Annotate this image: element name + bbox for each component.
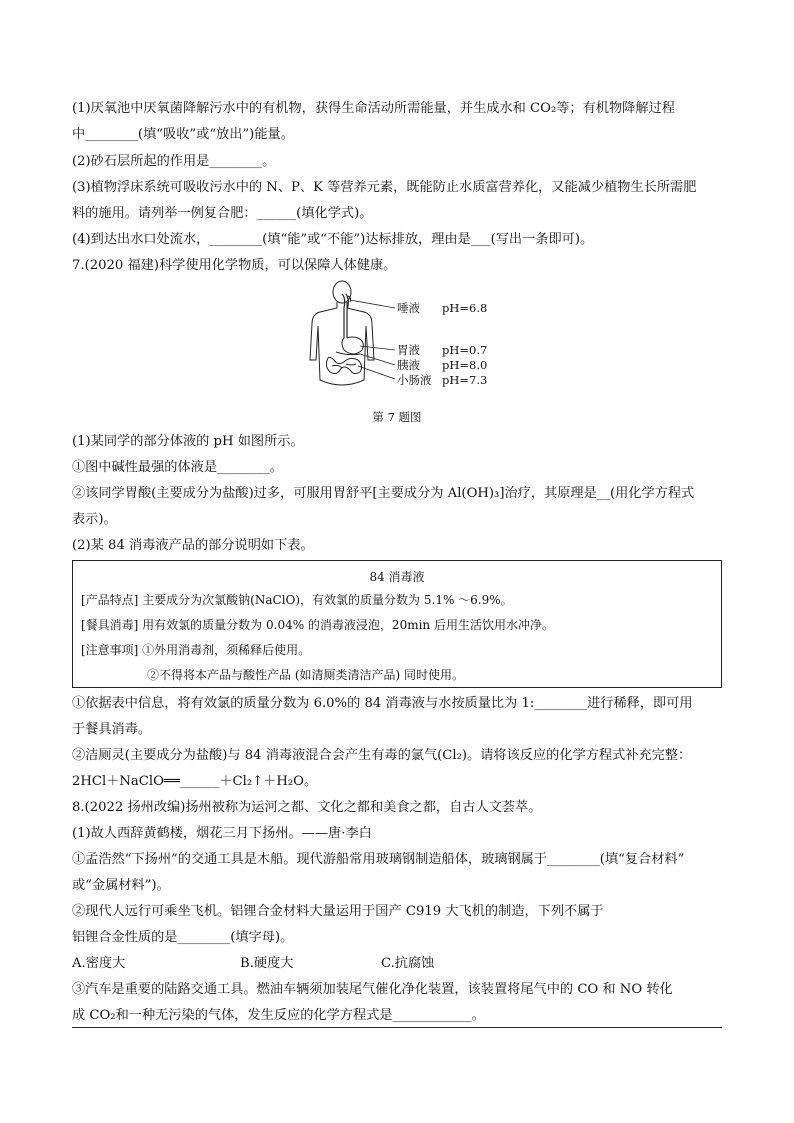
q6-part3-line1: (3)植物浮床系统可吸收污水中的 N、P、K 等营养元素，既能防止水质富营养化，又能减少植物生长所需肥 bbox=[72, 180, 697, 195]
label-intestinal-juice: 小肠液 bbox=[397, 373, 432, 387]
label-pancreatic-juice: 胰液 bbox=[397, 358, 420, 372]
q7-part2-equation: 2HCl＋NaClO══______＋Cl₂↑＋H₂O。 bbox=[72, 774, 318, 789]
human-body-outline-icon bbox=[310, 281, 374, 385]
disinfectant-info-table bbox=[72, 560, 722, 688]
q6-part4: (4)到达出水口处流水，________(填“能”或“不能”)达标排放，理由是___(写出一条即可)。 bbox=[72, 232, 594, 247]
q8-part1-sub2-line1: ②现代人远行可乘坐飞机。铝锂合金材料大量运用于国产 C919 大飞机的制造，下列不属于 bbox=[72, 904, 604, 919]
q8-part1-sub1-line1: ①孟浩然“下扬州”的交通工具是木船。现代游船常用玻璃钢制造船体，玻璃钢属于________(填“复合材料” bbox=[72, 852, 685, 867]
option-b: B.硬度大 bbox=[240, 956, 294, 971]
bottom-rule bbox=[72, 1027, 722, 1028]
q6-part1-line1: (1)厌氧池中厌氧菌降解污水中的有机物，获得生命活动所需能量，并生成水和 CO₂等；有机物降解过程 bbox=[72, 101, 675, 116]
body-ph-figure bbox=[300, 280, 510, 395]
q7-part1-sub2-line2: 表示)。 bbox=[72, 512, 117, 527]
q7-part2-sub1-line1: ①依据表中信息，将有效氯的质量分数为 6.0%的 84 消毒液与水按质量比为 1:________进行稀释，即可用 bbox=[72, 696, 693, 711]
q8-part1-sub1-line2: 或“金属材料”)。 bbox=[72, 878, 170, 893]
q7-part1: (1)某同学的部分体液的 pH 如图所示。 bbox=[72, 434, 304, 449]
q8-stem: 8.(2022 扬州改编)扬州被称为运河之都、文化之都和美食之都，自古人文荟萃。 bbox=[72, 800, 542, 815]
q7-part1-sub2-line1: ②该同学胃酸(主要成分为盐酸)过多，可服用胃舒平[主要成分为 Al(OH)₃]治疗，其原理是__(用化学方程式 bbox=[72, 486, 695, 501]
figure-caption: 第 7 题图 bbox=[372, 410, 422, 424]
ph-saliva: pH=6.8 bbox=[442, 301, 488, 315]
q6-part1-line2: 中________(填“吸收”或“放出”)能量。 bbox=[72, 127, 294, 142]
option-c: C.抗腐蚀 bbox=[381, 956, 435, 971]
q7-part2-sub1-line2: 于餐具消毒。 bbox=[72, 722, 152, 737]
table-row-tableware: [餐具消毒] 用有效氯的质量分数为 0.04% 的消毒液浸泡，20min 后用生活饮用水冲净。 bbox=[81, 618, 554, 632]
table-title: 84 消毒液 bbox=[369, 570, 425, 584]
q8-part1-sub3-line2: 成 CO₂和一种无污染的气体，发生反应的化学方程式是____________。 bbox=[72, 1008, 485, 1023]
ph-gastric-juice: pH=0.7 bbox=[442, 343, 488, 357]
label-gastric-juice: 胃液 bbox=[397, 343, 420, 357]
ph-pancreatic-juice: pH=8.0 bbox=[442, 358, 488, 372]
q8-part1: (1)故人西辞黄鹤楼，烟花三月下扬州。——唐·李白 bbox=[72, 826, 372, 841]
label-saliva: 唾液 bbox=[397, 301, 420, 315]
q7-part1-sub1: ①图中碱性最强的体液是________。 bbox=[72, 460, 283, 475]
table-row-notes: [注意事项] ①外用消毒剂，须稀释后使用。 bbox=[81, 643, 311, 657]
option-a: A.密度大 bbox=[72, 956, 126, 971]
q6-part2: (2)砂石层所起的作用是________。 bbox=[72, 154, 276, 169]
table-row-features: [产品特点] 主要成分为次氯酸钠(NaClO)，有效氯的质量分数为 5.1% ～6.9%。 bbox=[81, 593, 513, 607]
q6-part3-line2: 料的施用。请列举一例复合肥：______(填化学式)。 bbox=[72, 206, 373, 221]
q8-part1-sub3-line1: ③汽车是重要的陆路交通工具。燃油车辆须加装尾气催化净化装置，该装置将尾气中的 CO 和 NO 转化 bbox=[72, 982, 673, 997]
q7-stem: 7.(2020 福建)科学使用化学物质，可以保障人体健康。 bbox=[72, 258, 397, 273]
ph-intestinal-juice: pH=7.3 bbox=[442, 373, 488, 387]
table-row-notes-2: ②不得将本产品与酸性产品 (如清厕类清洁产品) 同时使用。 bbox=[147, 668, 464, 682]
q7-part2: (2)某 84 消毒液产品的部分说明如下表。 bbox=[72, 538, 314, 553]
q8-part1-sub2-line2: 铝锂合金性质的是________(填字母)。 bbox=[72, 930, 294, 945]
q7-part2-sub2: ②洁厕灵(主要成分为盐酸)与 84 消毒液混合会产生有毒的氯气(Cl₂)。请将该反应的化学方程式补充完整： bbox=[72, 748, 692, 763]
